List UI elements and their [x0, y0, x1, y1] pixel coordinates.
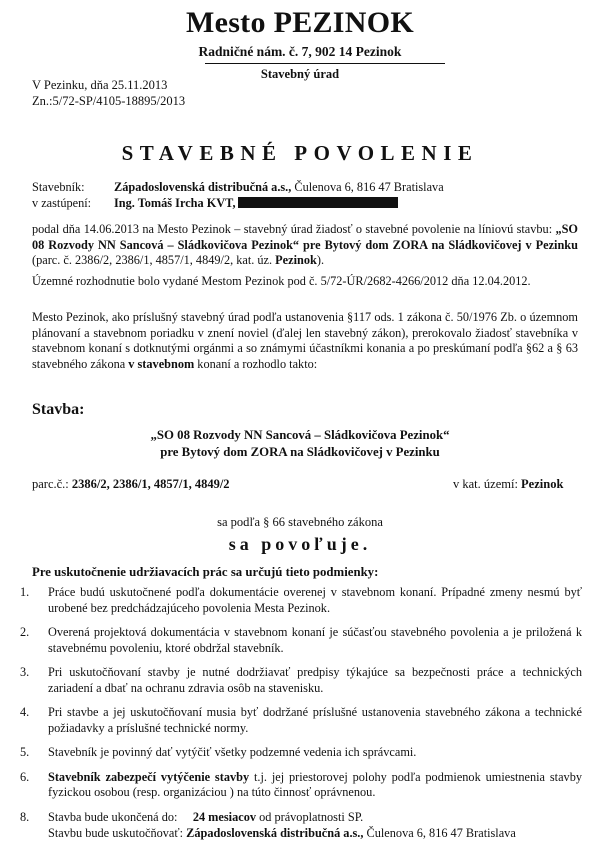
condition-number: 5. [20, 745, 30, 759]
redaction-bar [238, 197, 398, 208]
contractor-label: Stavbu bude uskutočňovať: [48, 826, 187, 840]
deadline-value: 24 mesiacov [192, 809, 256, 824]
condition-text: Práce budú uskutočnené podľa dokumentácie overenej v stavebnom konaní. Prípadné zmeny nesmú byť urobené bez predchádzajúceho povolenia Mesta Pezinok. [48, 585, 582, 615]
stavba-heading: Stavba: [32, 401, 85, 418]
builder-address: Čulenova 6, 816 47 Bratislava [291, 180, 444, 194]
authority-paragraph [32, 310, 578, 372]
paragraph-end: ). [316, 253, 325, 267]
office-name: Stavebný úrad [260, 67, 340, 81]
reference-number: Zn.:5/72-SP/4105-18895/2013 [32, 94, 186, 108]
builder-line [32, 180, 444, 195]
condition-item [20, 810, 582, 842]
cadastral-value: Pezinok [521, 477, 564, 491]
parcel-line [32, 477, 230, 492]
condition-number: 2. [20, 625, 30, 639]
contractor-address: Čulenova 6, 816 47 Bratislava [363, 826, 516, 840]
conditions-heading: Pre uskutočnenie udržiavacích prác sa určujú tieto podmienky: [32, 565, 379, 579]
condition-text: Pri uskutočňovaní stavby je nutné dodržiavať predpisy týkajúce sa bezpečnosti práce a technických zariadení a dbať na ochranu zdravia osôb na stavenisku. [48, 665, 582, 695]
condition-text: Pri stavbe a jej uskutočňovaní musia byť dodržané príslušné ustanovenia stavebného zákona a technické požiadavky a príslušné technické normy. [48, 705, 582, 735]
condition-text [48, 770, 582, 801]
conditions-list [20, 585, 582, 851]
agent-label: v zastúpení: [32, 196, 92, 210]
document-title: STAVEBNÉ POVOLENIE [121, 141, 479, 165]
condition-emphasis: Stavebník zabezpečí vytýčenie stavby [48, 769, 250, 784]
condition-item [20, 745, 582, 761]
condition-item [20, 770, 582, 801]
application-text: podal dňa 14.06.2013 na Mesto Pezinok – stavebný úrad žiadosť o stavebné povolenie na líniovú stavbu: [32, 222, 556, 236]
condition-text: Stavebník je povinný dať vytýčiť všetky podzemné vedenia ich správcami. [48, 745, 417, 759]
city-title: Mesto PEZINOK [185, 6, 415, 39]
procedure-type: v stavebnom [128, 356, 195, 371]
contractor-line [48, 826, 582, 842]
authority-text: Mesto Pezinok, ako príslušný stavebný úrad podľa ustanovenia §117 ods. 1 zákona č. 50/1976 Zb. o územnom plánovaní a stavebnom poriadku v znení noviel (ďalej len stavebný zákon), prerokovalo žiadosť stavebníka v stavebnom konaní s dotknutými orgánmi a so známymi účastníkmi konania a po preskúmaní podľa §62 a § 63 stavebného zákona [32, 310, 578, 371]
parcel-text: (parc. č. 2386/2, 2386/1, 4857/1, 4849/2, kat. úz. [32, 253, 276, 267]
condition-text: Overená projektová dokumentácia v stavebnom konaní je súčasťou stavebného povolenia a je priložená k stavebnému povoleniu, ktoré obdržal stavebník. [48, 625, 582, 655]
cadastral-area-inline: Pezinok [275, 253, 317, 267]
parcel-values: 2386/2, 2386/1, 4857/1, 4849/2 [71, 477, 230, 491]
agent-line [32, 196, 398, 211]
cadastral-line [453, 477, 563, 492]
application-paragraph [32, 222, 578, 269]
condition-number: 6. [20, 769, 30, 784]
condition-number: 4. [20, 705, 30, 719]
deadline-suffix: od právoplatnosti SP. [256, 809, 364, 824]
cadastral-label: v kat. území: [453, 477, 522, 491]
completion-deadline-line [48, 810, 582, 826]
deadline-label: Stavba bude ukončená do: [48, 809, 178, 824]
zoning-paragraph [32, 274, 578, 290]
condition-item [20, 625, 582, 656]
condition-number: 3. [20, 665, 30, 679]
builder-label: Stavebník: [32, 180, 85, 194]
office-address: Radničné nám. č. 7, 902 14 Pezinok [198, 44, 402, 59]
agent-name: Ing. Tomáš Ircha KVT, [114, 196, 236, 210]
parcel-label: parc.č.: [32, 477, 72, 491]
project-name [0, 427, 600, 461]
legal-basis-line: sa podľa § 66 stavebného zákona [217, 515, 383, 529]
condition-text-rest: t.j. jej priestorovej polohy podľa podmienok umiestnenia stavby fyzickou osobou (resp. organizáciou ) na túto činnosť oprávnenou. [48, 769, 582, 799]
condition-item [20, 665, 582, 696]
zoning-text: Územné rozhodnutie bolo vydané Mestom Pezinok pod č. 5/72-ÚR/2682-4266/2012 dňa 12.04.2012. [32, 274, 531, 288]
condition-text [48, 810, 582, 842]
project-name-inline: „SO 08 Rozvody NN Sancová – Sládkovičova Pezinok“ pre Bytový dom ZORA na Sládkovičovej v Pezinku [32, 222, 578, 252]
project-name-line-1: „SO 08 Rozvody NN Sancová – Sládkovičova Pezinok“ [150, 428, 450, 442]
condition-number: 1. [20, 585, 30, 599]
header-divider [205, 63, 445, 64]
date-line: V Pezinku, dňa 25.11.2013 [32, 78, 168, 92]
builder-name: Západoslovenská distribučná a.s., [114, 180, 292, 194]
authority-text-end: konaní a rozhodlo takto: [194, 356, 318, 371]
condition-item [20, 705, 582, 736]
contractor-name: Západoslovenská distribučná a.s., [186, 826, 364, 840]
condition-item [20, 585, 582, 616]
verdict: sa povoľuje. [228, 534, 372, 554]
condition-number: 8. [20, 809, 30, 824]
project-name-line-2: pre Bytový dom ZORA na Sládkovičovej v Pezinku [160, 445, 440, 459]
